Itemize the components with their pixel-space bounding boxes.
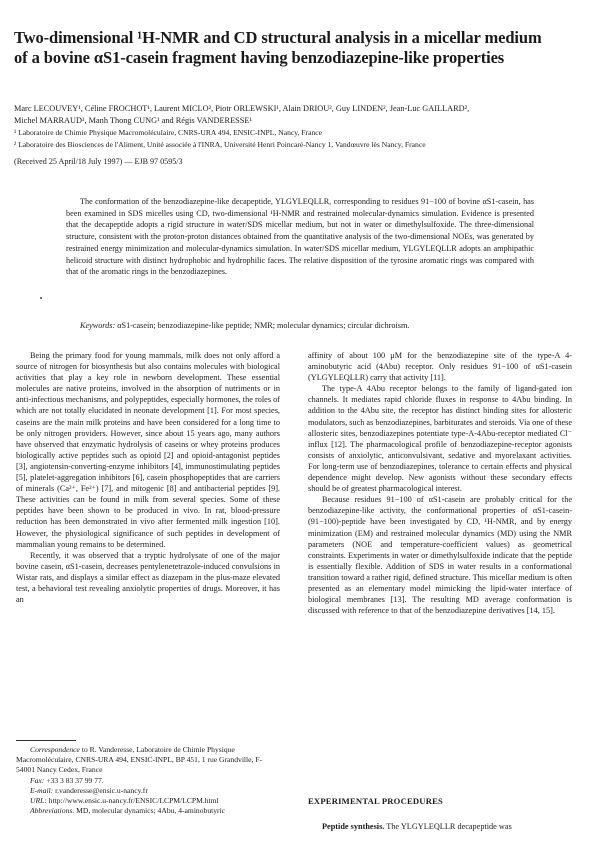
abbreviations-text: MD, molecular dynamics; 4Abu, 4-aminobutyric — [76, 806, 226, 816]
keywords-text: αS1-casein; benzodiazepine-like peptide; NMR; molecular dynamics; circular dichroism. — [117, 321, 410, 330]
abbreviations-label: Abbreviations. — [30, 806, 75, 816]
authors-line-2: Michel MARRAUD¹, Manh Thong CUNG¹ and Régis VANDERESSE¹ — [14, 115, 252, 125]
title-line-1: Two-dimensional ¹H-NMR and CD structural analysis in a micellar medium — [14, 28, 542, 47]
keywords-label: Keywords: — [80, 321, 116, 330]
footnotes — [16, 745, 280, 816]
body-paragraph: Because residues 91−100 of αS1-casein are probably critical for the benzodiazepine-like activity, the conformational properties of αS1-casein-(91−100)-peptide have been investigated by CD, ¹H-NMR, and by energy minimization (EM) and restrained molecular dynamics (MD) using the NMR parameters (NOE and temperature-coefficient values) as geometrical constraints. Experiments in water or dimethylsulfoxide indicate that the peptide is essentially flexible. Addition of SDS in water results in a conformational transition toward a rather rigid, defined structure. This micellar medium is often presented as an elementary model mimicking the lipid-water interface of biological membranes [13]. The resulting MD average conformation is discussed with reference to that of the benzodiazepine derivatives [14, 15]. — [308, 495, 572, 616]
footnote-correspondence — [16, 745, 280, 776]
correspondence-text: to R. Vanderesse, Laboratoire de Chimie Physique Macromoléculaire, CNRS-URA 494, ENSIC-INPL, BP 451, 1 rue Grandville, F-54001 Nancy Cedex, France — [16, 745, 263, 775]
fax-label: Fax: — [30, 775, 45, 785]
footnote-email — [16, 786, 280, 796]
page-mark — [40, 297, 42, 299]
body-paragraph: The type-A 4Abu receptor belongs to the family of ligand-gated ion channels. It mediates rapid chloride fluxes in response to 4Abu binding. In addition to the 4Abu site, the receptor has distinct binding sites for allosteric modulators, such as benzodiazepines, barbiturates and steroids. Via one of these allosteric sites, benzodiazepines potentiate type-A-4Abu-receptor mediated Cl⁻ influx [12]. The pharmacological profile of benzodiazepine-receptor agonists consists of anxiolytic, anticonvulsivant, sedative and myorelaxant activities. For long-term use of benzodiazepines, tolerance to certain effects and physical dependence might develop. New agonists without these secondary effects should be of greatest pharmacological interest. — [308, 384, 572, 494]
section-heading: EXPERIMENTAL PROCEDURES — [308, 796, 444, 806]
affiliation-list — [14, 127, 588, 150]
abstract — [66, 196, 534, 278]
fax-number: +33 3 83 37 99 77. — [46, 775, 104, 785]
right-column — [308, 350, 572, 616]
footnote-abbreviations — [16, 806, 280, 816]
subsection-start — [308, 821, 572, 832]
affiliation-1: ¹ Laboratoire de Chimie Physique Macromoléculaire, CNRS-URA 494, ENSIC-INPL, Nancy, France — [14, 128, 323, 137]
correspondence-label: Correspondence — [30, 745, 80, 754]
footnote-url — [16, 796, 280, 806]
email-label: E-mail: — [30, 785, 54, 795]
email-address: r.vanderesse@ensic.u-nancy.fr — [55, 785, 148, 795]
paper-title — [14, 28, 588, 68]
body-paragraph: Recently, it was observed that a tryptic hydrolysate of one of the major bovine casein, αS1-casein, decreases pentylenetetrazole-induced convulsions in Wistar rats, and displays a similar effect as diazepam in the plus-maze elevated test, a behavioral test revealing anxiolytic properties of drugs. Moreover, it has an — [16, 550, 280, 605]
abstract-text: The conformation of the benzodiazepine-like decapeptide, YLGYLEQLLR, corresponding to residues 91−100 of bovine αS1-casein, has been examined in SDS micelles using CD, two-dimensional ¹H-NMR and restrained molecular-dynamics simulation. Evidence is presented that the decapeptide adopts a rigid structure in water/SDS micellar medium, but not in water or dimethylsulfoxide. The three-dimensional structure, consistent with the proton-proton distances obtained from the quantitative analysis of the two-dimensional NOEs, was generated by restrained energy minimization and molecular-dynamics simulation. In water/SDS micellar medium, YLGYLEQLLR adopts an amphipathic helicoid structure with distinct hydrophobic and hydrophilic faces. The relative disposition of the tyrosine aromatic rings was compared with that of the aromatic rings in the benzodiazepines. — [66, 197, 534, 277]
received-dates: (Received 25 April/18 July 1997) — EJB 97 0595/3 — [14, 157, 183, 166]
url-label: URL: — [30, 796, 47, 806]
author-list — [14, 103, 588, 126]
left-column — [16, 350, 280, 605]
title-line-2: of a bovine αS1-casein fragment having benzodiazepine-like properties — [14, 48, 505, 67]
url-link: http://www.ensic.u-nancy.fr/ENSIC/LCPM/LCPM.html — [48, 796, 219, 806]
footnote-fax — [16, 776, 280, 786]
body-paragraph: Being the primary food for young mammals, milk does not only afford a source of nitrogen for biosynthesis but also contains molecules with biological activities that play a key role in newborn development. These essential molecules are native proteins, involved in the absorption of nutriments or in anti-infectious mechanisms, and polypeptides, especially hormones, the roles of which are not totally elucidated in neonate development [1]. For most species, caseins are the main milk proteins and have been considered for a long time to be only nitrogen providers. However, since about 15 years ago, many authors have observed that enzymatic hydrolysis of caseins or whey proteins produces biologically active peptides such as opioid [2] and opioid-antagonist peptides [3], angiotensin-converting-enzyme inhibitors [4], immunostimulating peptides [5], platelet-aggregation inhibitors [6], casein phosphopeptides that are carriers of minerals (Ca²⁺, Fe²⁺) [7], and mitogenic [8] and antibacterial peptides [9]. These activities can be found in milk from several species. Some of these peptides have been shown to be produced in vivo. In rat, blood-pressure reduction has been demonstrated in vivo after fermented milk ingestion [10]. However, the physiological significance of such peptides in development of mammalian young remains to be determined. — [16, 351, 280, 549]
body-paragraph: affinity of about 100 μM for the benzodiazepine site of the type-A 4-aminobutyric acid (4Abu) receptor. Only residues 91−100 of αS1-casein (YLGYLEQLLR) carry that activity [11]. — [308, 351, 572, 383]
footnote-divider — [16, 740, 76, 741]
subsection-label: Peptide synthesis. — [322, 822, 385, 831]
keywords — [80, 320, 534, 331]
authors-line-1: Marc LECOUVEY¹, Céline FROCHOT¹, Laurent MICLO², Piotr ORLEWSKI¹, Alain DRIOU², Guy LINDEN², Jean-Luc GAILLARD², — [14, 104, 470, 113]
subsection-text: The YLGYLEQLLR decapeptide was — [386, 822, 512, 831]
affiliation-2: ² Laboratoire des Biosciences de l'Aliment, Unité associée à l'INRA, Université Henri Poincaré-Nancy 1, Vandœuvre lès Nancy, France — [14, 139, 426, 149]
